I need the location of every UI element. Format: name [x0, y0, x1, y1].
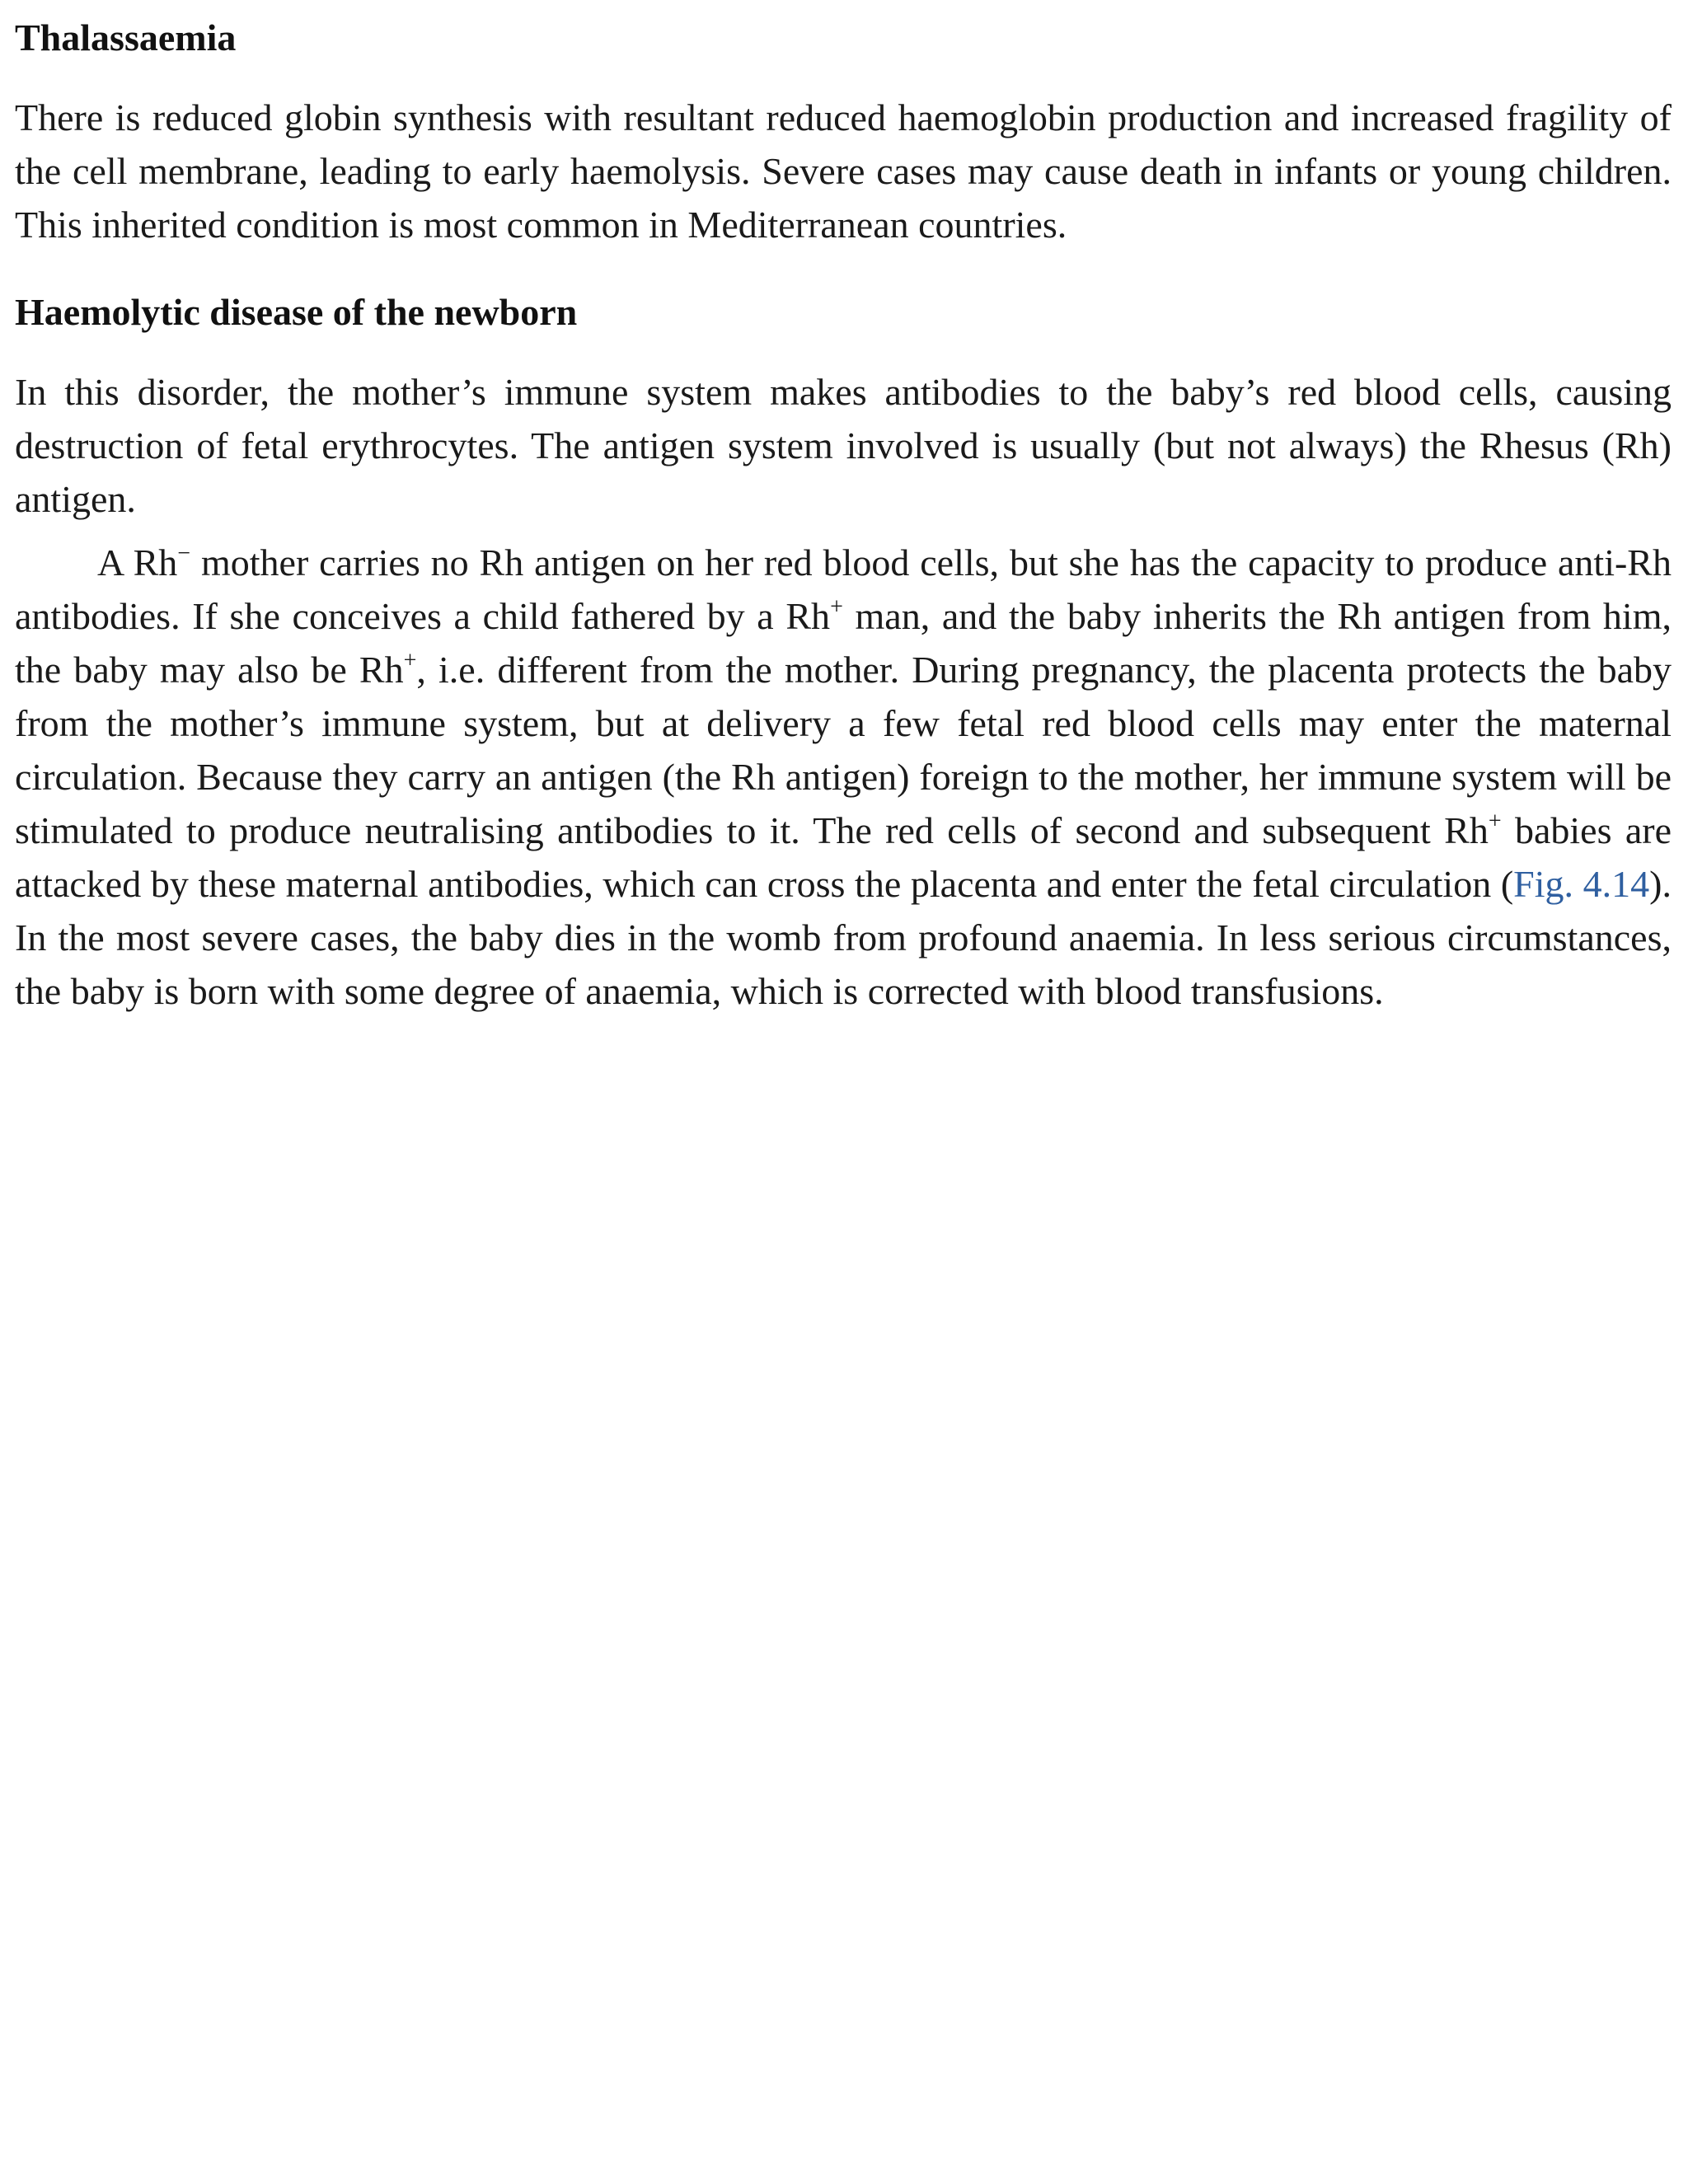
paragraph-text: mother carries no Rh antigen on her red blood cells, but she has the capacity to produce anti-Rh antibodies. If she conceives a child fathered by a Rh	[15, 541, 1672, 637]
document-page	[15, 0, 1672, 1018]
paragraph-text: babies are attacked by these maternal antibodies, which can cross the placenta and enter the fetal circulation (	[15, 809, 1672, 905]
haemolytic-disease-paragraph-2	[15, 536, 1672, 1018]
paragraph-text: A Rh	[97, 541, 178, 583]
section-heading-thalassaemia: Thalassaemia	[15, 16, 237, 59]
paragraph-text: ). In the most severe cases, the baby dies in the womb from profound anaemia. In less serious circumstances, the baby is born with some degree of anaemia, which is corrected with blood transfusions.	[15, 863, 1672, 1012]
superscript-plus: +	[403, 648, 417, 673]
section-heading-haemolytic-disease: Haemolytic disease of the newborn	[15, 291, 578, 333]
thalassaemia-paragraph: There is reduced globin synthesis with resultant reduced haemoglobin production and increased fragility of the cell membrane, leading to early haemolysis. Severe cases may cause death in infants or young children. This inherited condition is most common in Mediterranean countries.	[15, 96, 1672, 246]
superscript-minus: −	[177, 541, 191, 566]
paragraph-text: , i.e. different from the mother. During pregnancy, the placenta protects the baby from the mother’s immune system, but at delivery a few fetal red blood cells may enter the maternal circulation. Because they carry an antigen (the Rh antigen) foreign to the mother, her immune system will be stimulated to produce neutralising antibodies to it. The red cells of second and subsequent Rh	[15, 649, 1672, 851]
haemolytic-disease-paragraph-1: In this disorder, the mother’s immune system makes antibodies to the baby’s red blood cells, causing destruction of fetal erythrocytes. The antigen system involved is usually (but not always) the Rhesus (Rh) antigen.	[15, 371, 1672, 520]
superscript-plus: +	[1488, 808, 1502, 834]
figure-reference-link[interactable]: Fig. 4.14	[1513, 863, 1650, 905]
paragraph-text: man, and the baby inherits the Rh antigen from him, the baby may also be Rh	[15, 595, 1672, 691]
superscript-plus: +	[830, 594, 843, 620]
